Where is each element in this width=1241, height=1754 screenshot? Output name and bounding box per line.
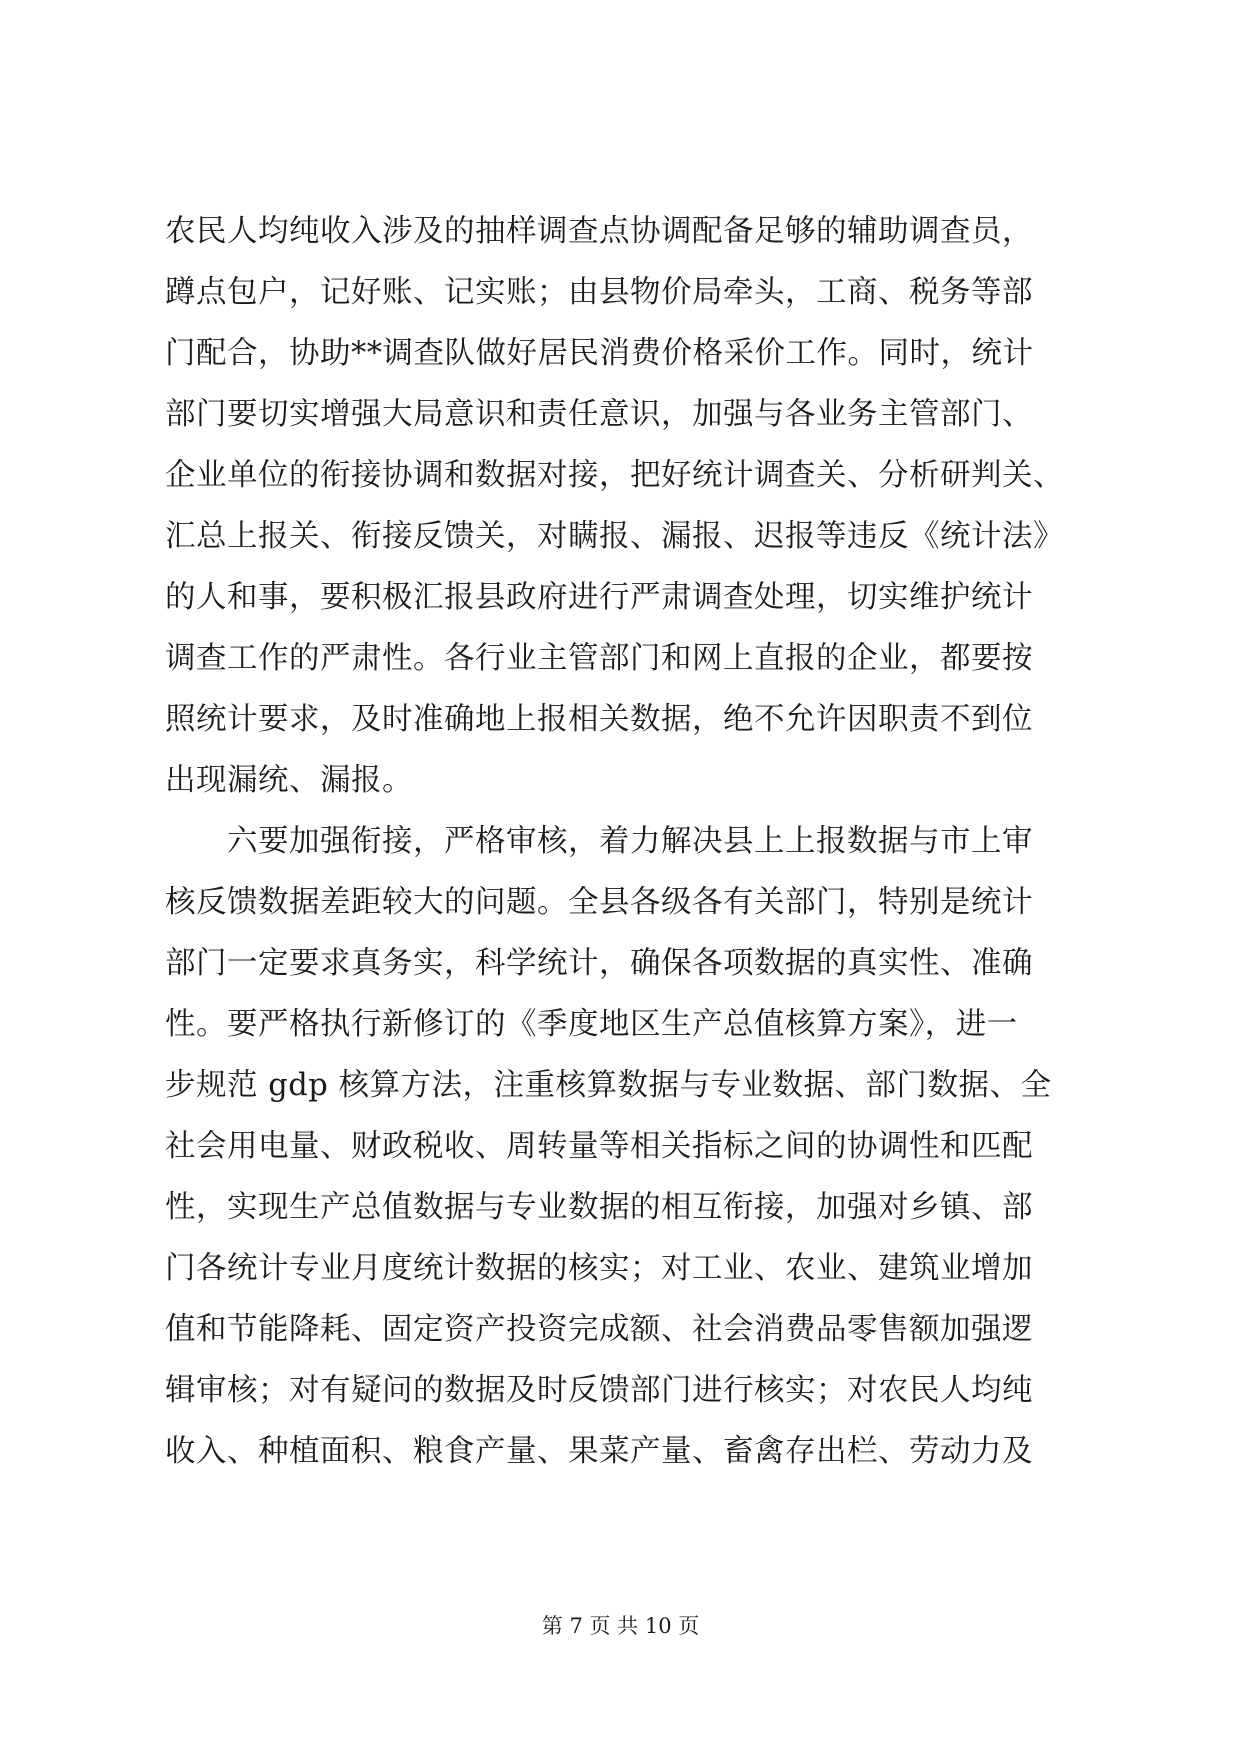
- text-line: 农民人均纯收入涉及的抽样调查点协调配备足够的辅助调查员，: [165, 214, 1033, 249]
- text-line: 部门要切实增强大局意识和责任意识，加强与各业务主管部门、: [165, 397, 1033, 432]
- text-line: 门各统计专业月度统计数据的核实；对工业、农业、建筑业增加: [165, 1251, 1033, 1286]
- text-line: 门配合，协助**调查队做好居民消费价格采价工作。同时，统计: [165, 336, 1034, 371]
- page-number-footer: 第 7 页 共 10 页: [541, 1614, 700, 1638]
- text-line: 辑审核；对有疑问的数据及时反馈部门进行核实；对农民人均纯: [165, 1373, 1033, 1408]
- text-line: 性，实现生产总值数据与专业数据的相互衔接，加强对乡镇、部: [165, 1190, 1033, 1225]
- text-line: 步规范 gdp 核算方法，注重核算数据与专业数据、部门数据、全: [165, 1068, 1052, 1103]
- text-line: 性。要严格执行新修订的《季度地区生产总值核算方案》，进一: [165, 1007, 1018, 1042]
- text-line: 核反馈数据差距较大的问题。全县各级各有关部门，特别是统计: [165, 885, 1033, 920]
- text-line: 部门一定要求真务实，科学统计，确保各项数据的真实性、准确: [165, 946, 1033, 981]
- text-line: 调查工作的严肃性。各行业主管部门和网上直报的企业，都要按: [165, 641, 1033, 676]
- text-line: 社会用电量、财政税收、周转量等相关指标之间的协调性和匹配: [165, 1129, 1033, 1164]
- text-line: 收入、种植面积、粮食产量、果菜产量、畜禽存出栏、劳动力及: [165, 1434, 1033, 1469]
- text-line: 的人和事，要积极汇报县政府进行严肃调查处理，切实维护统计: [165, 580, 1033, 615]
- text-line: 出现漏统、漏报。: [165, 763, 413, 798]
- text-line: 值和节能降耗、固定资产投资完成额、社会消费品零售额加强逻: [165, 1312, 1033, 1347]
- text-line: 企业单位的衔接协调和数据对接，把好统计调查关、分析研判关、: [165, 458, 1064, 493]
- text-line: 汇总上报关、衔接反馈关，对瞒报、漏报、迟报等违反《统计法》: [165, 519, 1064, 554]
- text-line: 六要加强衔接，严格审核，着力解决县上上报数据与市上审: [165, 824, 1033, 859]
- text-line: 照统计要求，及时准确地上报相关数据，绝不允许因职责不到位: [165, 702, 1033, 737]
- text-line: 蹲点包户，记好账、记实账；由县物价局牵头，工商、税务等部: [165, 275, 1033, 310]
